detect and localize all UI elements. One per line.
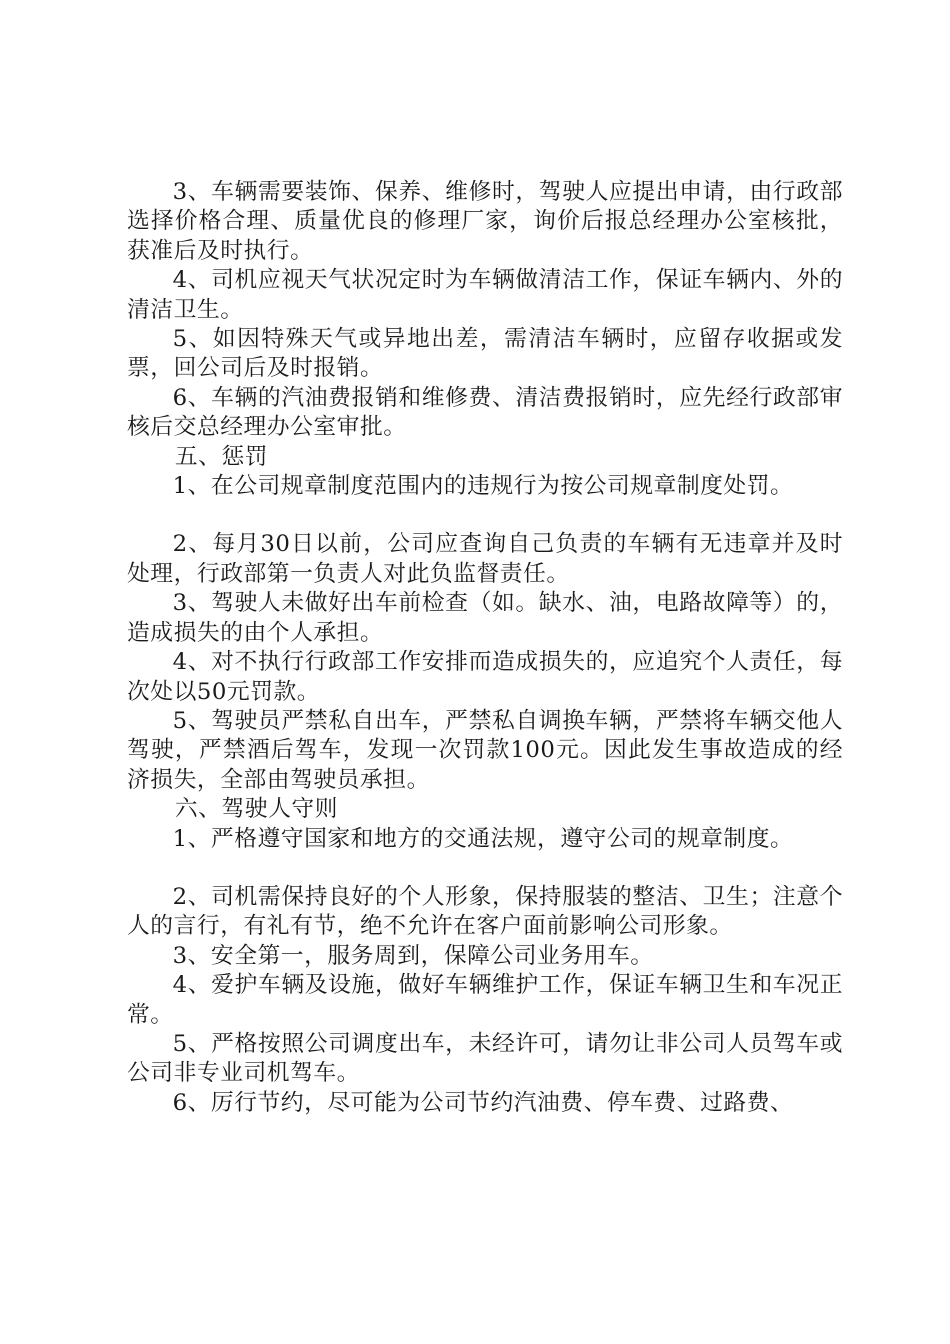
paragraph-vehicle-cleaning: 4、司机应视天气状况定时为车辆做清洁工作，保证车辆内、外的清洁卫生。 — [127, 267, 843, 323]
paragraph-rule-5: 5、严格按照公司调度出车，未经许可，请勿让非公司人员驾车或公司非专业司机驾车。 — [127, 1030, 843, 1087]
paragraph-rule-6: 6、厉行节约，尽可能为公司节约汽油费、停车费、过路费、 — [172, 1089, 794, 1116]
paragraph-rule-4: 4、爱护车辆及设施，做好车辆维护工作，保证车辆卫生和车况正常。 — [127, 972, 843, 1028]
paragraph-rule-2: 2、司机需保持良好的个人形象，保持服装的整洁、卫生；注意个人的言行，有礼有节，绝不允许在客户面前影响公司形象。 — [127, 883, 843, 940]
section-heading-penalties: 五、惩罚 — [174, 443, 269, 470]
paragraph-gap — [127, 854, 843, 883]
section-heading-driver-rules: 六、驾驶人守则 — [174, 796, 338, 823]
document-body — [127, 178, 843, 1118]
paragraph-penalty-1: 1、在公司规章制度范围内的违规行为按公司规章制度处罚。 — [172, 473, 794, 500]
paragraph-expense-approval: 6、车辆的汽油费报销和维修费、清洁费报销时，应先经行政部审核后交总经理办公室审批。 — [127, 384, 843, 441]
paragraph-penalty-5: 5、驾驶员严禁私自出车，严禁私自调换车辆，严禁将车辆交他人驾驶，严禁酒后驾车，发现一次罚款100元。因此发生事故造成的经济损失，全部由驾驶员承担。 — [127, 707, 843, 793]
paragraph-penalty-4: 4、对不执行行政部工作安排而造成损失的，应追究个人责任，每次处以50元罚款。 — [127, 649, 843, 705]
paragraph-penalty-3: 3、驾驶人未做好出车前检查（如。缺水、油，电路故障等）的，造成损失的由个人承担。 — [127, 590, 843, 646]
paragraph-vehicle-repair: 3、车辆需要装饰、保养、维修时，驾驶人应提出申请，由行政部选择价格合理、质量优良的修理厂家，询价后报总经理办公室核批，获准后及时执行。 — [127, 179, 843, 264]
paragraph-penalty-2: 2、每月30日以前，公司应查询自己负责的车辆有无违章并及时处理，行政部第一负责人对此负监督责任。 — [127, 531, 843, 587]
paragraph-rule-1: 1、严格遵守国家和地方的交通法规，遵守公司的规章制度。 — [172, 825, 794, 852]
paragraph-rule-3: 3、安全第一，服务周到，保障公司业务用车。 — [172, 942, 654, 969]
paragraph-cleaning-receipts: 5、如因特殊天气或异地出差，需清洁车辆时，应留存收据或发票，回公司后及时报销。 — [127, 326, 843, 382]
paragraph-gap — [127, 501, 843, 530]
